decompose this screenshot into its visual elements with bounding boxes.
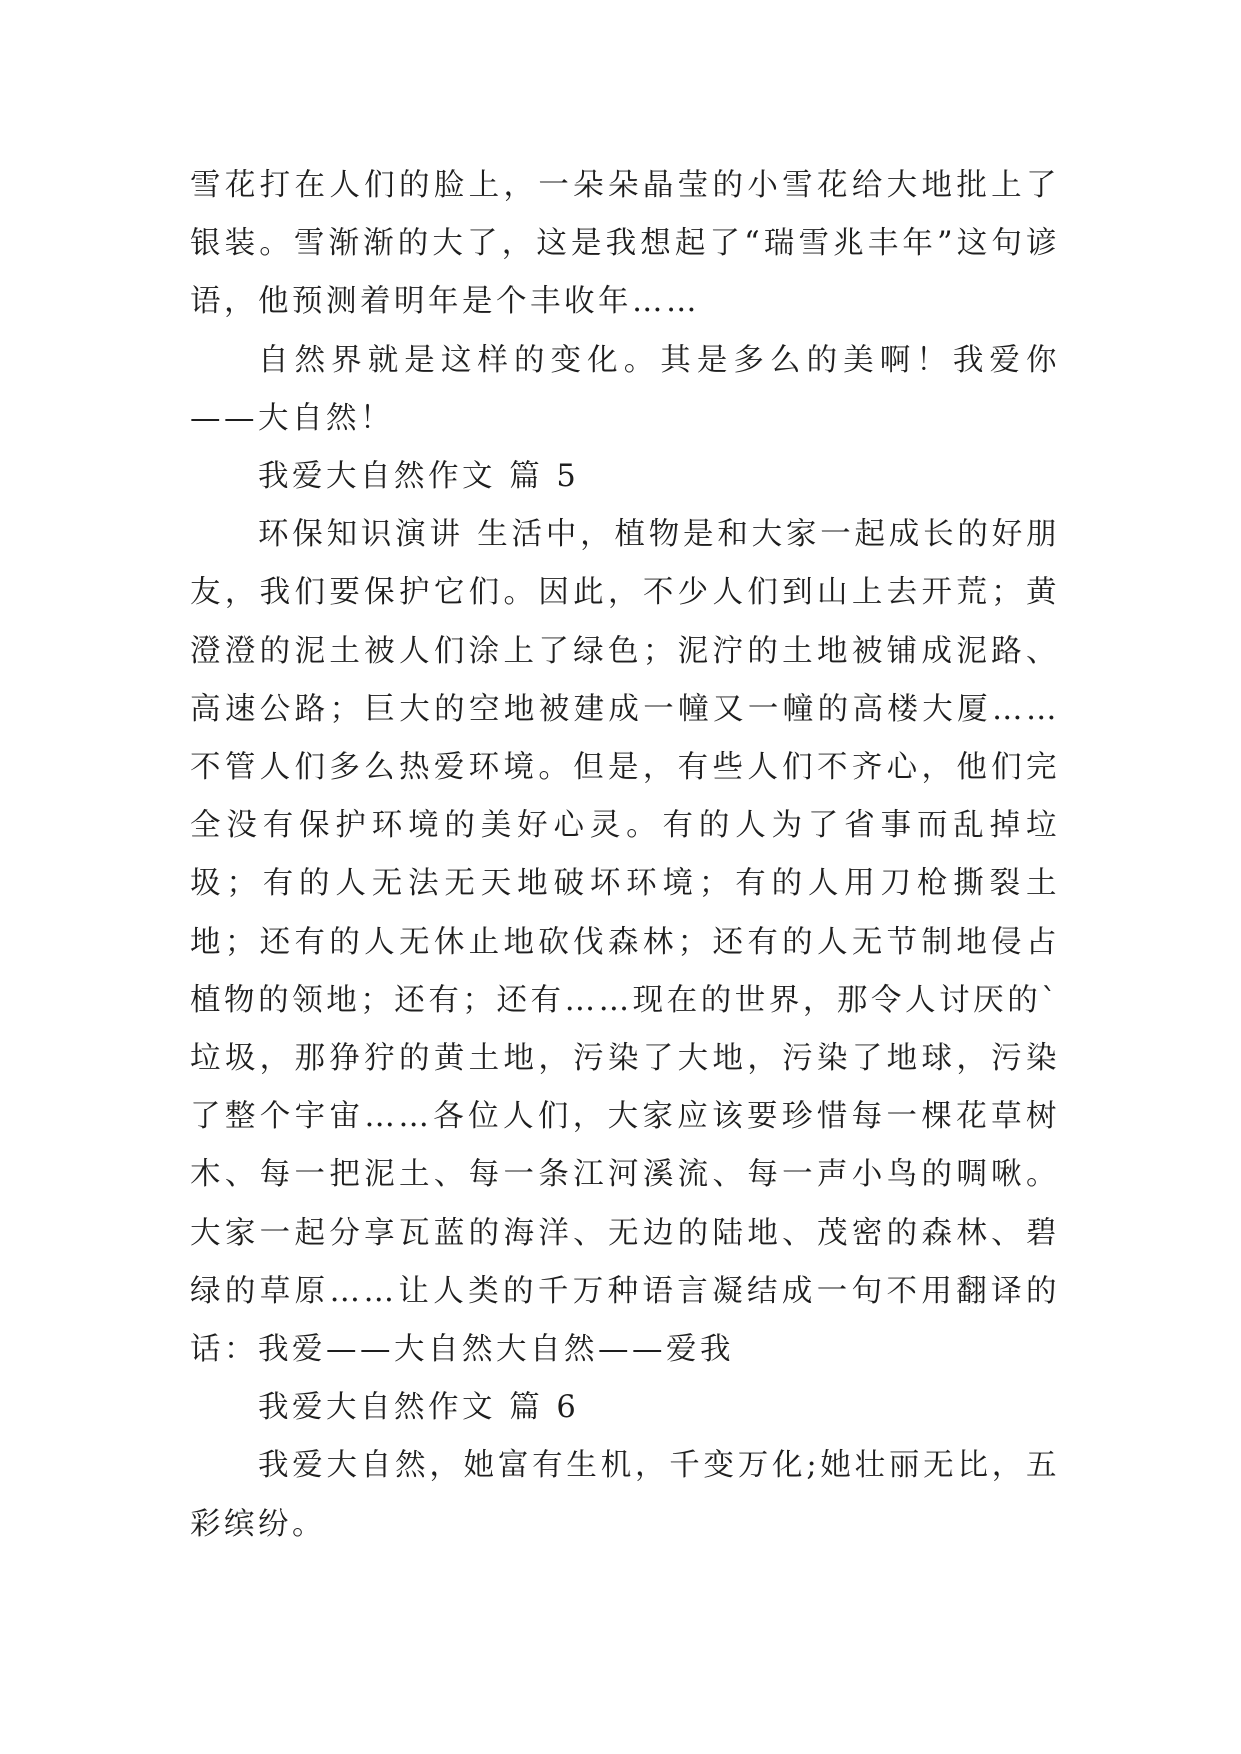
essay-heading-5: 我爱大自然作文 篇 5 [258,459,580,495]
paragraph-love-nature: 我爱大自然，她富有生机，千变万化;她壮丽无比，五彩缤纷。 [190,1448,1060,1542]
paragraph-snow: 雪花打在人们的脸上，一朵朵晶莹的小雪花给大地批上了银装。雪渐渐的大了，这是我想起了“瑞雪兆丰年”这句谚语，他预测着明年是个丰收年…… [190,168,1060,320]
essay-heading-6: 我爱大自然作文 篇 6 [258,1390,580,1426]
paragraph-nature-love: 自然界就是这样的变化。其是多么的美啊！我爱你——大自然！ [190,342,1060,436]
document-body [190,157,1060,1554]
paragraph-environment-speech: 环保知识演讲 生活中，植物是和大家一起成长的好朋友，我们要保护它们。因此，不少人们到山上去开荒；黄澄澄的泥土被人们涂上了绿色；泥泞的土地被铺成泥路、高速公路；巨大的空地被建成一幢又一幢的高楼大厦……不管人们多么热爱环境。但是，有些人们不齐心，他们完全没有保护环境的美好心灵。有的人为了省事而乱掉垃圾；有的人无法无天地破坏环境；有的人用刀枪撕裂土地；还有的人无休止地砍伐森林；还有的人无节制地侵占植物的领地；还有；还有……现在的世界，那令人讨厌的`垃圾，那狰狞的黄土地，污染了大地，污染了地球，污染了整个宇宙……各位人们，大家应该要珍惜每一棵花草树木、每一把泥土、每一条江河溪流、每一声小鸟的啁啾。大家一起分享瓦蓝的海洋、无边的陆地、茂密的森林、碧绿的草原……让人类的千万种语言凝结成一句不用翻译的话：我爱——大自然大自然——爱我 [190,517,1060,1368]
